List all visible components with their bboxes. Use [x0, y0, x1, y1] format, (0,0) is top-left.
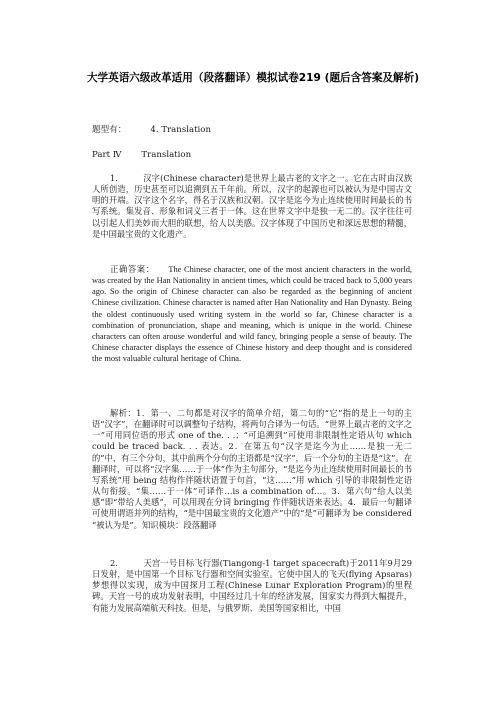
part-heading	[92, 149, 191, 161]
document-title: 大学英语六级改革适用（段落翻译）模拟试卷219 (题后含答案及解析)	[86, 72, 420, 84]
question-2-text: 2. 天宫一号目标飞行器(Tiangong-1 target spacecraft)于2011年9月29日发射，是中国第一个目标飞行器和空间实验室。它使中国人的飞天(flying Apsaras)梦想得以实现，成为中国探月工程(Chinese Lunar Exploration Program)的里程碑。天宫一号的成功发射表明，中国经过几十年的经济发展，国家实力得到大幅提升，有能力发展高端航天科技。但是，与俄罗斯、美国等国家相比，中国	[92, 558, 412, 613]
part-value: Translation	[141, 150, 192, 160]
question-type-value: 4. Translation	[150, 125, 212, 135]
question-type-line	[92, 124, 211, 136]
part-label: Part Ⅳ	[92, 150, 122, 160]
question-type-label: 题型有：	[92, 125, 127, 135]
analysis-1-text: 解析：1．第一、二句都是对汉字的简单介绍，第二句的“它”指的是上一句的主语“汉字”，在翻译时可以调整句子结构，将两句合译为一句话。“世界上最古老的文字之一”可用同位语的形式 one of the. . .；“可追溯到”可使用非限制性定语从句 which could be traced back. . . 表达。2．在第五句“汉字是迄今为止……是独一无二的”中，有三个分句，其中前两个分句的主语都是“汉字”，后一个分句的主语是“这”。在翻译时，可以将“汉字集……于一体”作为主句部分，“是迄今为止连续使用时间最长的书写系统”用 being 结构作伴随状语置于句首，“这……”用 which 引导的非限制性定语从句衔接。“集……于一体”可译作…is a combination of…。3．第六句“给人以美感”即“带给人美感”，可以用现在分词 bringing 作伴随状语来表达。4．最后一句翻译可使用谓语并列的结构，“是中国最宝贵的文化遗产”中的“是”可翻译为 be considered “被认为是”。知识模块：段落翻译	[92, 408, 412, 530]
question-1-text: 1. 汉字(Chinese character)是世界上最古老的文字之一。它在古时由汉族人所创造，历史甚至可以追溯到五千年前。所以，汉字的起源也可以被认为是中国古文明的开端。汉字这个名字，得名于汉族和汉朝。汉字是迄今为止连续使用时间最长的书写系统。集发音、形象和词义三者于一体。这在世界文字中是独一无二的。汉字往往可以引起人们美妙而大胆的联想，给人以美感。汉字体现了中国历史和深远思想的精髓，是中国最宝贵的文化遗产。	[92, 173, 412, 239]
answer-1-text: 正确答案： The Chinese character, one of the most ancient characters in the world, was created by the Han Nationality in ancient times, which could be traced back to 5,000 years ago. So the origin of Chinese character can also be regarded as the beginning of ancient Chinese civilization. Chinese character is named after Han Nationality and Han Dynasty. Being the oldest continuously used writing system in the world so far, Chinese character is a combination of pronunciation, shape and meaning, which is unique in the world. Chinese characters can often arouse wonderful and wild fancy, bringing people a sense of beauty. The Chinese character displays the essence of Chinese history and deep thought and is considered the most valuable cultural heritage of China.	[92, 265, 412, 364]
